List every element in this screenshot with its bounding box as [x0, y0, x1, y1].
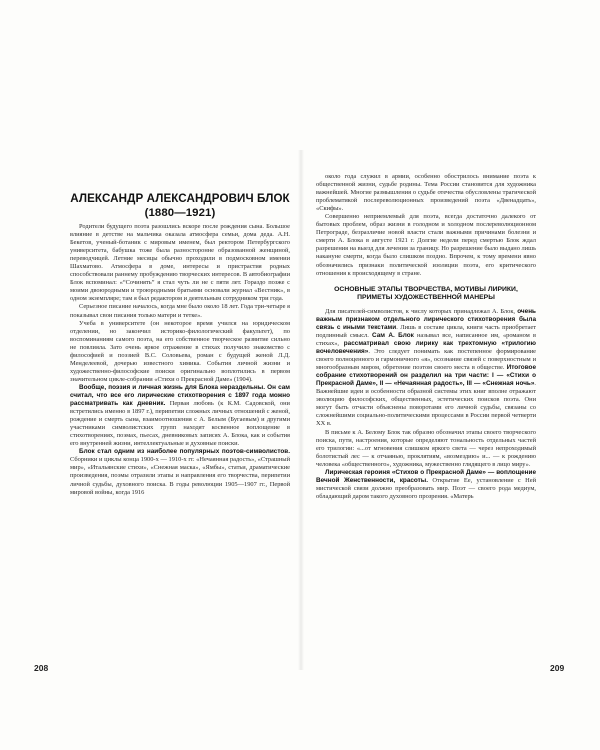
title-dates: (1880—1921) [144, 207, 216, 219]
page-number-left: 208 [34, 663, 49, 673]
paragraph [316, 308, 536, 429]
book-gutter-shadow [298, 150, 304, 670]
paragraph: Серьезное писание началось, когда мне было около 18 лет. Года три-четыре я показывал свои писания только матери и тетке». [70, 303, 290, 319]
paragraph-text: Первая любовь (к К.М. Садовской, они встретились именно в 1897 г.), перипетии сложных личных отношений с женой, рождение и смерть сына, взаимоотношения с А. Белым (Бугаевым) и другими участниками символистских групп находят косвенное воплощение в стихотворениях, поэмах, пьесах, дневниковых записях А. Блока, как и события его внутренней жизни, интеллектуальные и духовные поиски. [70, 400, 290, 448]
paragraph-text: Для писателей-символистов, к числу которых принадлежал А. Блок, [325, 307, 518, 315]
paragraph: Родители будущего поэта разошлись вскоре после рождения сына. Большое влияние в детстве на мальчика оказала атмосфера семьи, дома деда. А.Н. Бекетов, ученый-ботаник с мировым именем, был ректором Петербургского университета, бабушка тоже была разносторонне образованной женщиной, переводчицей. Летние месяцы обычно проходили в подмосковном имении Шахматово. Атмосфера в доме, интересы и пристрастия родных способствовали раннему пробуждению творческих интересов. В автобиографии Блок вспоминал: «“Сочинять” я стал чуть ли не с пяти лет. Гораздо позже с моими двоюродными и троюродными братьями основали журнал «Вестник», в одном экземпляре; там я был редактором и деятельным сотрудником три года. [70, 223, 290, 303]
paragraph: Учеба в университете (он некоторое время учился на юридическом отделении, но закончил историко-филологический факультет), по воспоминаниям самого поэта, на его собственное творческое развитие сильно не повлияла. Зато очень яркое отражение в стихах получило знакомство с философией и поэзией В.С. Соловьева, роман с будущей женой Л.Д. Менделеевой, дочерью известного химика. События личной жизни и художественно-философские поиски оригинально воплотились в первом значительном цикле-собрании «Стихи о Прекрасной Даме» (1904). [70, 319, 290, 383]
paragraph: около года служил в армии, особенно обострилось внимание поэта к общественной жизни, судьбе родины. Тема России становится для художника важнейшей. Многие размышления о судьбе отечества обусловлены трагической проблематикой послереволюционных произведений поэта «Двенадцать», «Скифы». [316, 173, 536, 213]
paragraph-text: . Важнейшие идеи и особенности образной системы этих книг вполне отражают эволюцию философских, общественных, эстетических поисков поэта. Они могут быть отчасти объяснены поворотами его личной судьбы, связаны со сложнейшими социально-политическими процессами в России первой четверти XX в. [316, 380, 536, 428]
page-number-right: 209 [550, 663, 565, 673]
paragraph-text: Сборники и циклы конца 1900-х — 1910-х гг. «Нечаянная радость», «Страшный мир», «Итальянские стихи», «Снежная маска», «Ямбы», статьи, драматические произведения, поэмы отразили этапы и направления его творчества, перипетии личной судьбы, духовного поиска. В годы революции 1905—1907 гг., Первой мировой войны, когда 1916 [70, 456, 290, 496]
page-title [70, 192, 290, 219]
paragraph-text: . Это следует понимать как постепенное формирование своего полноценного и гармоничного «я», осознание связей с поверхностным и многообразным миром, обретение поэтом своего места в обществе. [316, 348, 536, 372]
paragraph [70, 384, 290, 448]
paragraph-text: . Лишь в составе цикла, книги часть приобретает подлинный смысл. [316, 323, 536, 339]
bold-phrase: Сам А. Блок [372, 331, 414, 339]
paragraph [70, 448, 290, 496]
paragraph: В письме к А. Белому Блок так образно обозначил этапы своего творческого поиска, пути, настроения, которые определяют тональность отдельных частей его трилогии: «...от мгновения слишком яркого света — через непроходимый болотистый лес — к отчаянью, проклятиям, «возмездию» и... — к рождению человека «общественного», художника, мужественно глядящего в лицо миру». [316, 428, 536, 468]
section-heading [316, 286, 536, 303]
bold-phrase: рассматривал свою лирику как трехтомную «трилогию вочеловечения» [316, 339, 536, 356]
left-page [70, 180, 290, 497]
title-name: АЛЕКСАНДР АЛЕКСАНДРОВИЧ БЛОК [70, 192, 290, 205]
paragraph [316, 469, 536, 501]
bold-lead: Лирическая героиня «Стихов о Прекрасной Даме» — воплощение Вечной Женственности, красоты. [316, 468, 536, 484]
paragraph: Совершенно неприемлемый для поэта, всегда достаточно далекого от бытовых проблем, образ жизни в голодном и холодном послереволюционном Петрограде, безразличие новой власти стали важными причинами болезни и смерти А. Блока в августе 1921 г. Долгие недели перед смертью Блок ждал разрешения на выезд для лечения за границу. Но разрешение было выдано лишь накануне смерти, когда было слишком поздно. Впрочем, к тому времени явно обозначились признаки политической изоляции поэта, его критического отношения к происходящему в стране. [316, 213, 536, 277]
section-heading-line-1: ОСНОВНЫЕ ЭТАПЫ ТВОРЧЕСТВА, МОТИВЫ ЛИРИКИ, [334, 285, 518, 293]
bold-lead: Вообще, поэзия и личная жизнь для Блока нераздельны. Он сам считал, что все его лирические стихотворения с 1897 года можно рассматривать как дневник. [70, 383, 290, 408]
paragraph-text: называл все, написанное им, «романом в стихах», [316, 331, 537, 347]
bold-phrase: Итоговое собрание стихотворений он разделил на три части: I — «Стихи о Прекрасной Даме», II — «Нечаянная радость», III — «Снежная ночь» [316, 364, 536, 388]
right-page [316, 173, 536, 501]
bold-phrase: очень важным признаком отдельного лирического стихотворения была связь с иными текстами [316, 307, 536, 331]
section-heading-line-2: ПРИМЕТЫ ХУДОЖЕСТВЕННОЙ МАНЕРЫ [357, 294, 495, 302]
paragraph-text: Открытие Ее, установление с Ней мистической связи должно преобразовать мир. Поэт — своего рода медиум, обладающий даром такого духовного прозрения. «Матерь [316, 476, 537, 500]
bold-lead: Блок стал одним из наиболее популярных поэтов-символистов. [79, 448, 290, 456]
